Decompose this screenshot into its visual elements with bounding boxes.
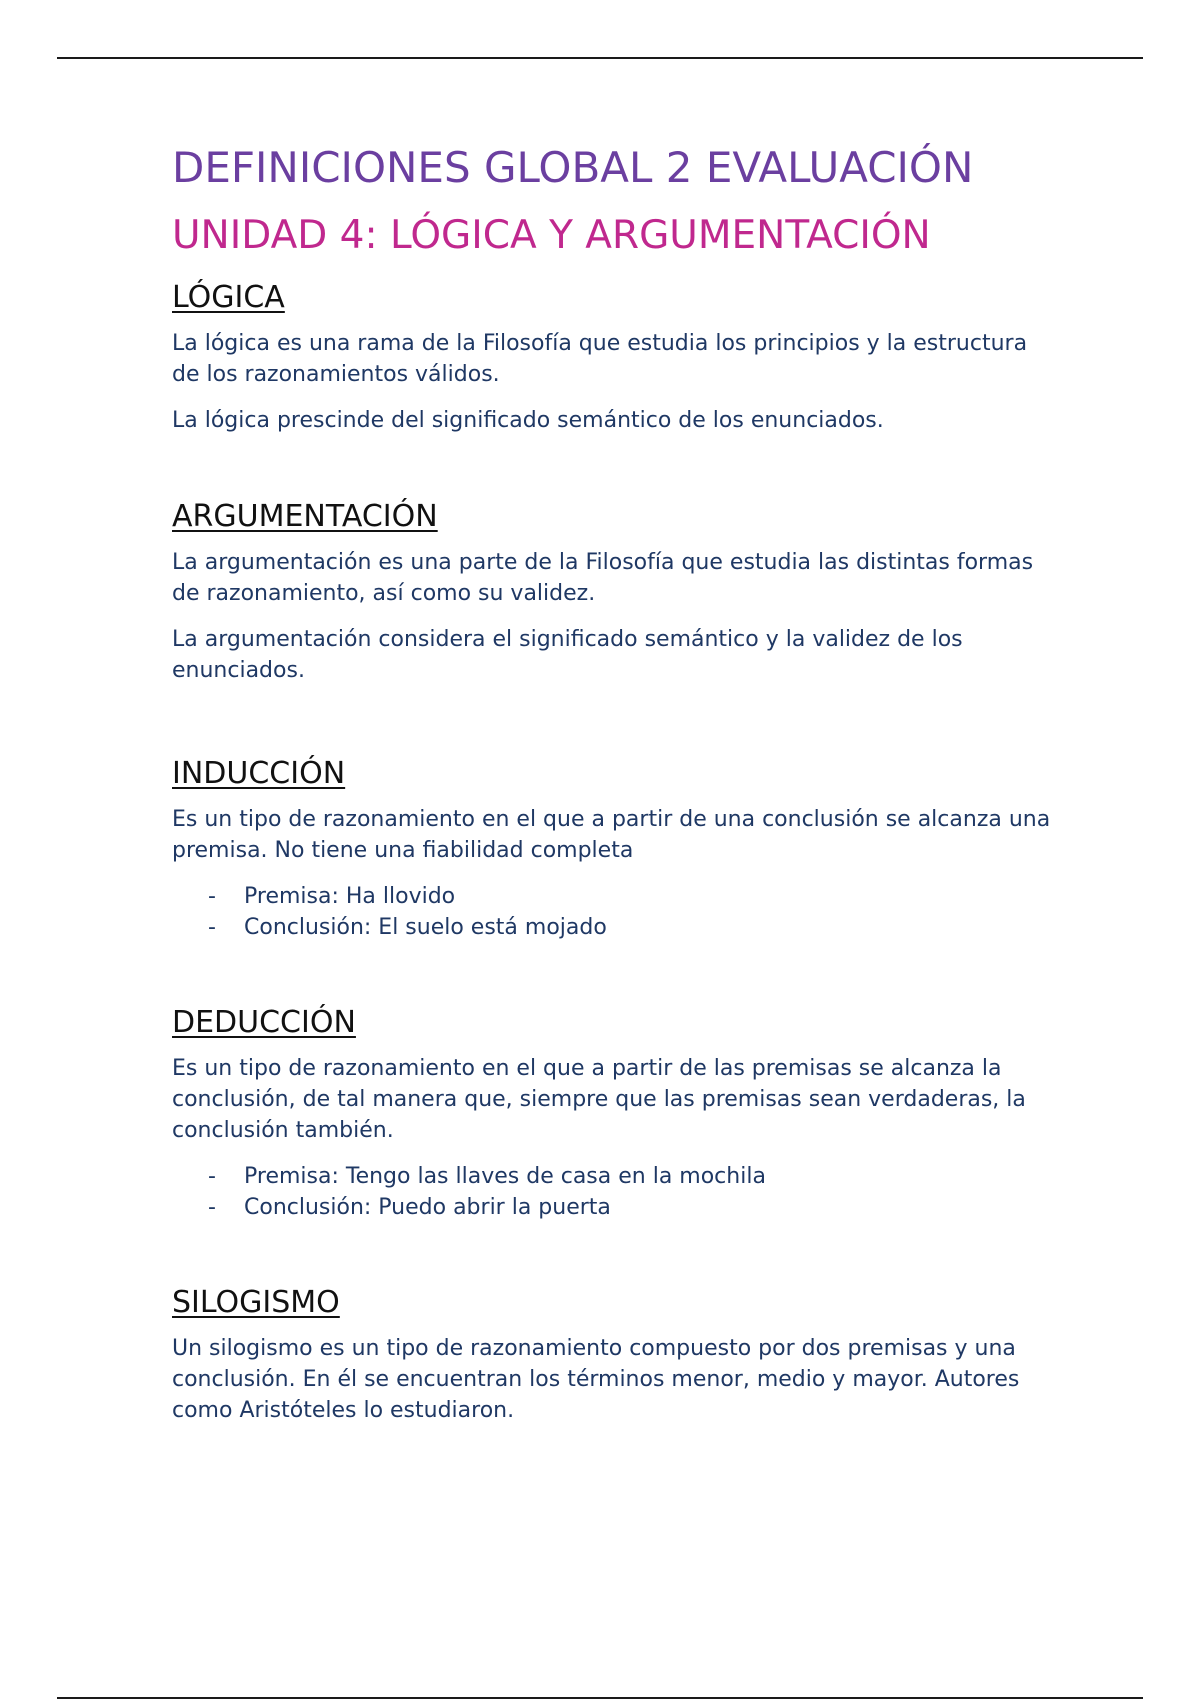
list-item xyxy=(172,912,1052,943)
section-induccion xyxy=(172,754,1052,943)
section-heading: DEDUCCIÓN xyxy=(172,1005,356,1040)
section-argumentacion xyxy=(172,497,1052,686)
bullet-dash: - xyxy=(208,1164,216,1189)
section-paragraph: La lógica es una rama de la Filosofía que estudia los principios y la estructura de los razonamientos válidos. xyxy=(172,331,1028,387)
section-paragraph: La argumentación es una parte de la Filosofía que estudia las distintas formas de razonamiento, así como su validez. xyxy=(172,550,1034,606)
section-heading: LÓGICA xyxy=(172,280,285,315)
document-body xyxy=(172,136,1052,1426)
section-paragraph: Es un tipo de razonamiento en el que a partir de una conclusión se alcanza una premisa. No tiene una fiabilidad completa xyxy=(172,807,1051,863)
section-paragraph: Un silogismo es un tipo de razonamiento compuesto por dos premisas y una conclusión. En él se encuentran los términos menor, medio y mayor. Autores como Aristóteles lo estudiaron. xyxy=(172,1336,1020,1423)
section-deduccion xyxy=(172,1003,1052,1223)
list-item-text: Premisa: Ha llovido xyxy=(244,884,456,909)
bullet-dash: - xyxy=(208,884,216,909)
list-item-text: Conclusión: El suelo está mojado xyxy=(244,915,607,940)
example-list xyxy=(172,881,1052,943)
bullet-dash: - xyxy=(208,915,216,940)
example-list xyxy=(172,1161,1052,1223)
section-logica xyxy=(172,278,1052,436)
section-heading: SILOGISMO xyxy=(172,1285,340,1320)
bottom-rule xyxy=(57,1697,1143,1699)
section-heading: INDUCCIÓN xyxy=(172,756,346,791)
section-paragraph: Es un tipo de razonamiento en el que a partir de las premisas se alcanza la conclusión, de tal manera que, siempre que las premisas sean verdaderas, la conclusión también. xyxy=(172,1056,1026,1143)
section-heading: ARGUMENTACIÓN xyxy=(172,499,438,534)
list-item xyxy=(172,881,1052,912)
list-item-text: Conclusión: Puedo abrir la puerta xyxy=(244,1195,611,1220)
bullet-dash: - xyxy=(208,1195,216,1220)
section-paragraph: La argumentación considera el significado semántico y la validez de los enunciados. xyxy=(172,627,963,683)
unit-title: UNIDAD 4: LÓGICA Y ARGUMENTACIÓN xyxy=(172,213,931,258)
section-paragraph: La lógica prescinde del significado semántico de los enunciados. xyxy=(172,408,884,433)
list-item xyxy=(172,1161,1052,1192)
list-item-text: Premisa: Tengo las llaves de casa en la mochila xyxy=(244,1164,766,1189)
list-item xyxy=(172,1192,1052,1223)
document-title: DEFINICIONES GLOBAL 2 EVALUACIÓN xyxy=(172,143,974,192)
top-rule xyxy=(57,57,1143,59)
section-silogismo xyxy=(172,1283,1052,1426)
